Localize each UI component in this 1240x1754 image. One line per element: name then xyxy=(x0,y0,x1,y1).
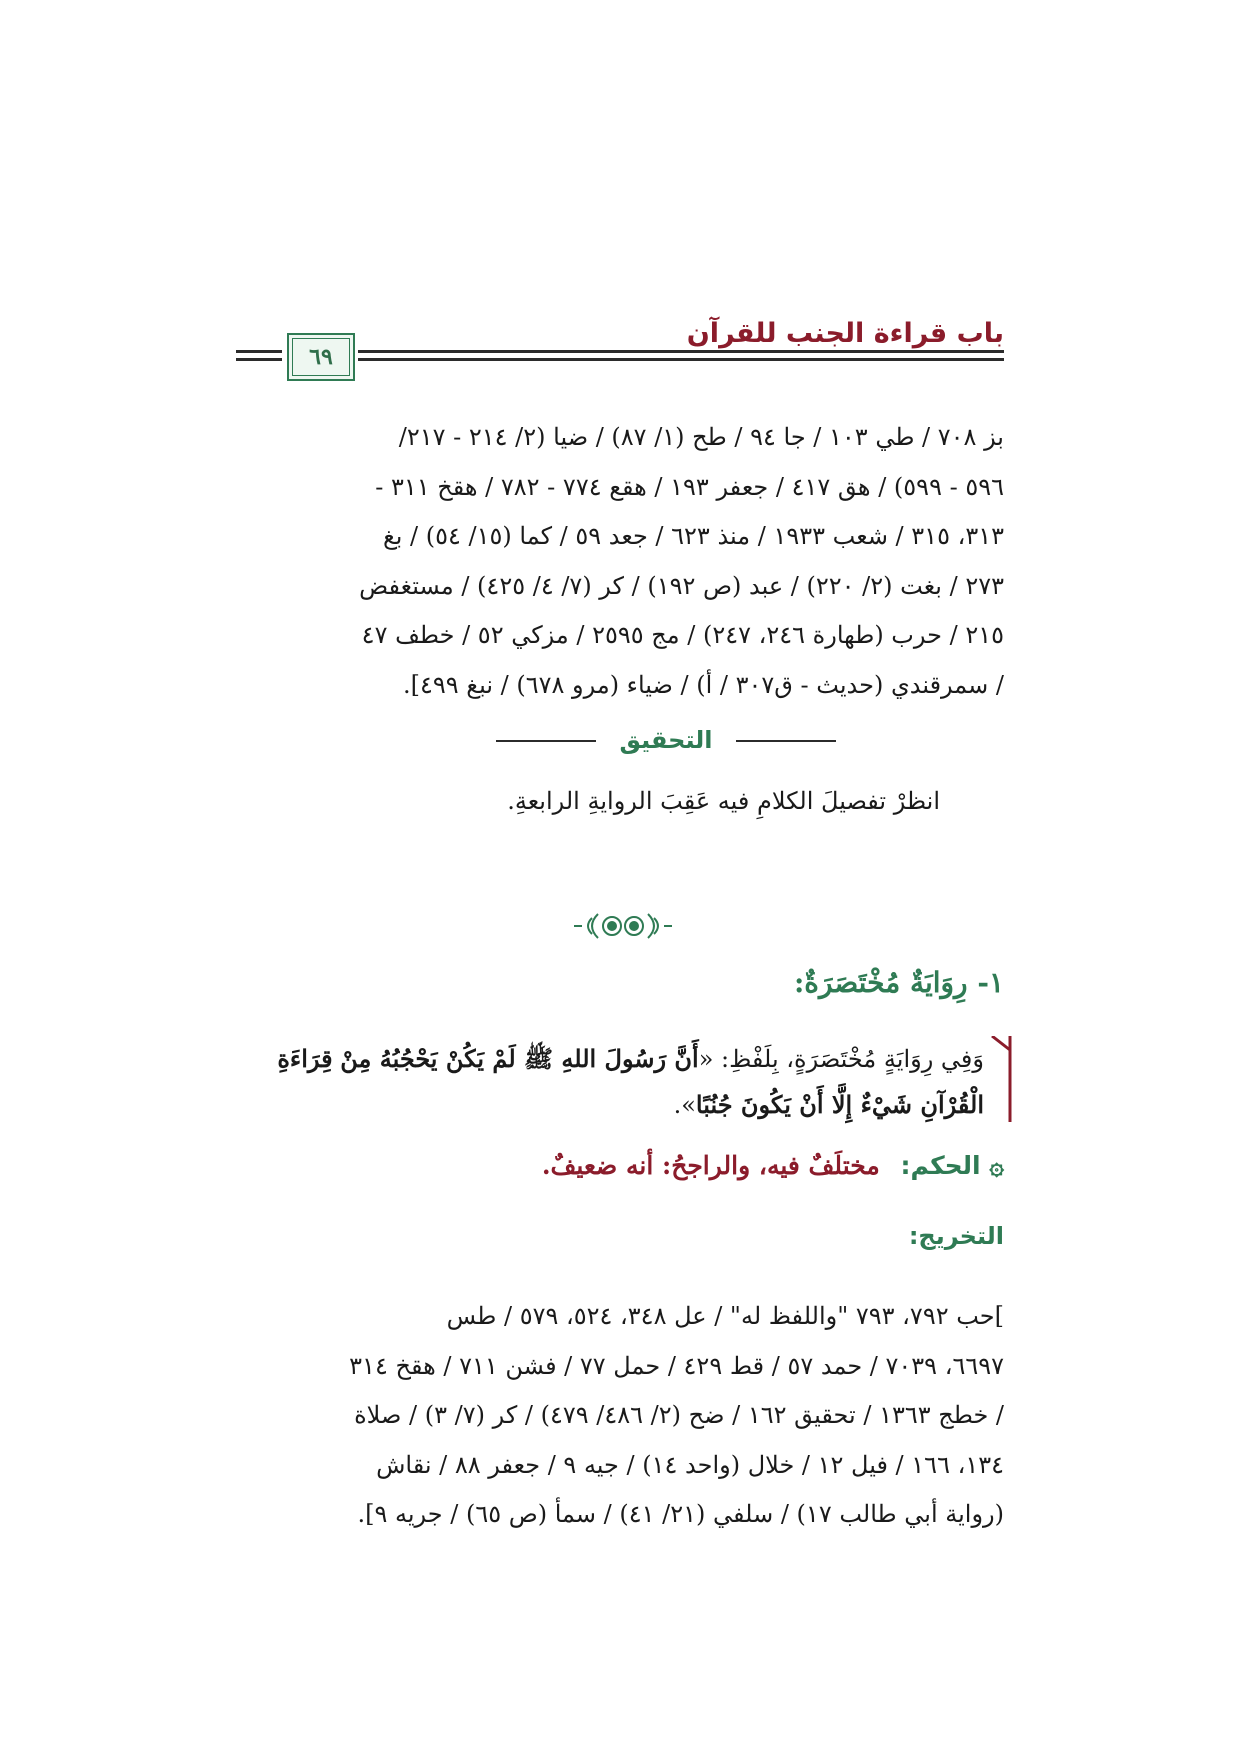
ruling-label: الحكم: xyxy=(900,1151,981,1180)
quote-end: ». xyxy=(673,1091,696,1119)
running-title: باب قراءة الجنب للقرآن xyxy=(686,318,1004,349)
section-heading: ١- رِوَايَةٌ مُخْتَصَرَةٌ: xyxy=(793,966,1004,999)
page-number-badge xyxy=(287,333,355,381)
sources-line: ]حب ٧٩٢، ٧٩٣ "واللفظ له" / عل ٣٤٨، ٥٢٤، ٥٧٩ / طس xyxy=(446,1302,1004,1330)
sources-top xyxy=(234,413,1004,710)
sources-line: ٦٦٩٧، ٧٠٣٩ / حمد ٥٧ / قط ٤٢٩ / حمل ٧٧ / فشن ٧١١ / هقخ ٣١٤ xyxy=(349,1351,1004,1380)
header-rule-left xyxy=(236,350,282,366)
sources-line: / سمرقندي (حديث - ق٣٠٧ / أ) / ضياء (مرو ٦٧٨) / نبغ ٤٩٩]. xyxy=(403,670,1004,699)
sources-bottom xyxy=(234,1292,1004,1540)
tahqiq-divider xyxy=(496,726,836,756)
ruling-value: مختلَفٌ فيه، والراجحُ: أنه ضعيفٌ. xyxy=(541,1151,880,1180)
ruling-flower-icon: ۞ xyxy=(989,1151,1004,1180)
hadith-quote xyxy=(234,1036,1004,1128)
see-also-note: انظرْ تفصيلَ الكلامِ فيه عَقِبَ الروايةِ الرابعةِ. xyxy=(507,787,940,815)
header-rule-right xyxy=(358,350,1004,366)
ruling-line xyxy=(542,1151,1004,1180)
quote-intro: وَفِي رِوَايَةٍ مُخْتَصَرَةٍ، بِلَفْظِ: « xyxy=(698,1045,984,1073)
sources-line: (رواية أبي طالب ١٧) / سلفي (٢١/ ٤١) / سمأ (ص ٦٥) / جريه ٩]. xyxy=(357,1500,1004,1528)
sources-line: ٣١٣، ٣١٥ / شعب ١٩٣٣ / منذ ٦٢٣ / جعد ٥٩ / كما (١٥/ ٥٤) / بغ xyxy=(382,522,1004,550)
sources-line: ٥٩٦ - ٥٩٩) / هق ٤١٧ / جعفر ١٩٣ / هقع ٧٧٤ - ٧٨٢ / هقخ ٣١١ - xyxy=(375,472,1004,501)
sources-line: ٢١٥ / حرب (طهارة ٢٤٦، ٢٤٧) / مج ٢٥٩٥ / مزكي ٥٢ / خطف ٤٧ xyxy=(361,621,1004,649)
sources-line: / خطج ١٣٦٣ / تحقيق ١٦٢ / ضح (٢/ ٤٨٦/ ٤٧٩) / كر (٧/ ٣) / صلاة xyxy=(354,1401,1004,1429)
sources-line: بز ٧٠٨ / طي ١٠٣ / جا ٩٤ / طح (١/ ٨٧) / ضيا (٢/ ٢١٤ - ٢١٧/ xyxy=(398,423,1004,451)
quote-bold-2: قِرَاءَةِ الْقُرْآنِ شَيْءٌ إِلَّا أَنْ يَكُونَ جُنُبًا xyxy=(277,1044,984,1119)
takhrij-label: التخريج: xyxy=(908,1222,1004,1250)
sources-line: ٢٧٣ / بغت (٢/ ٢٢٠) / عبد (ص ١٩٢) / كر (٧/ ٤/ ٤٢٥) / مستغفض xyxy=(359,571,1004,600)
tahqiq-heading: التحقيق xyxy=(619,726,713,754)
quote-bold-1: أَنَّ رَسُولَ اللهِ ﷺ لَمْ يَكُنْ يَحْجُبُهُ مِنْ xyxy=(340,1044,699,1073)
sources-line: ١٣٤، ١٦٦ / فيل ١٢ / خلال (واحد ١٤) / جيه ٩ / جعفر ٨٨ / نقاش xyxy=(376,1450,1004,1479)
quote-text xyxy=(234,1036,1004,1128)
page-number: ٦٩ xyxy=(309,344,333,370)
ornament-divider-icon xyxy=(572,906,674,946)
quote-corner-mark-icon xyxy=(990,1036,1012,1122)
